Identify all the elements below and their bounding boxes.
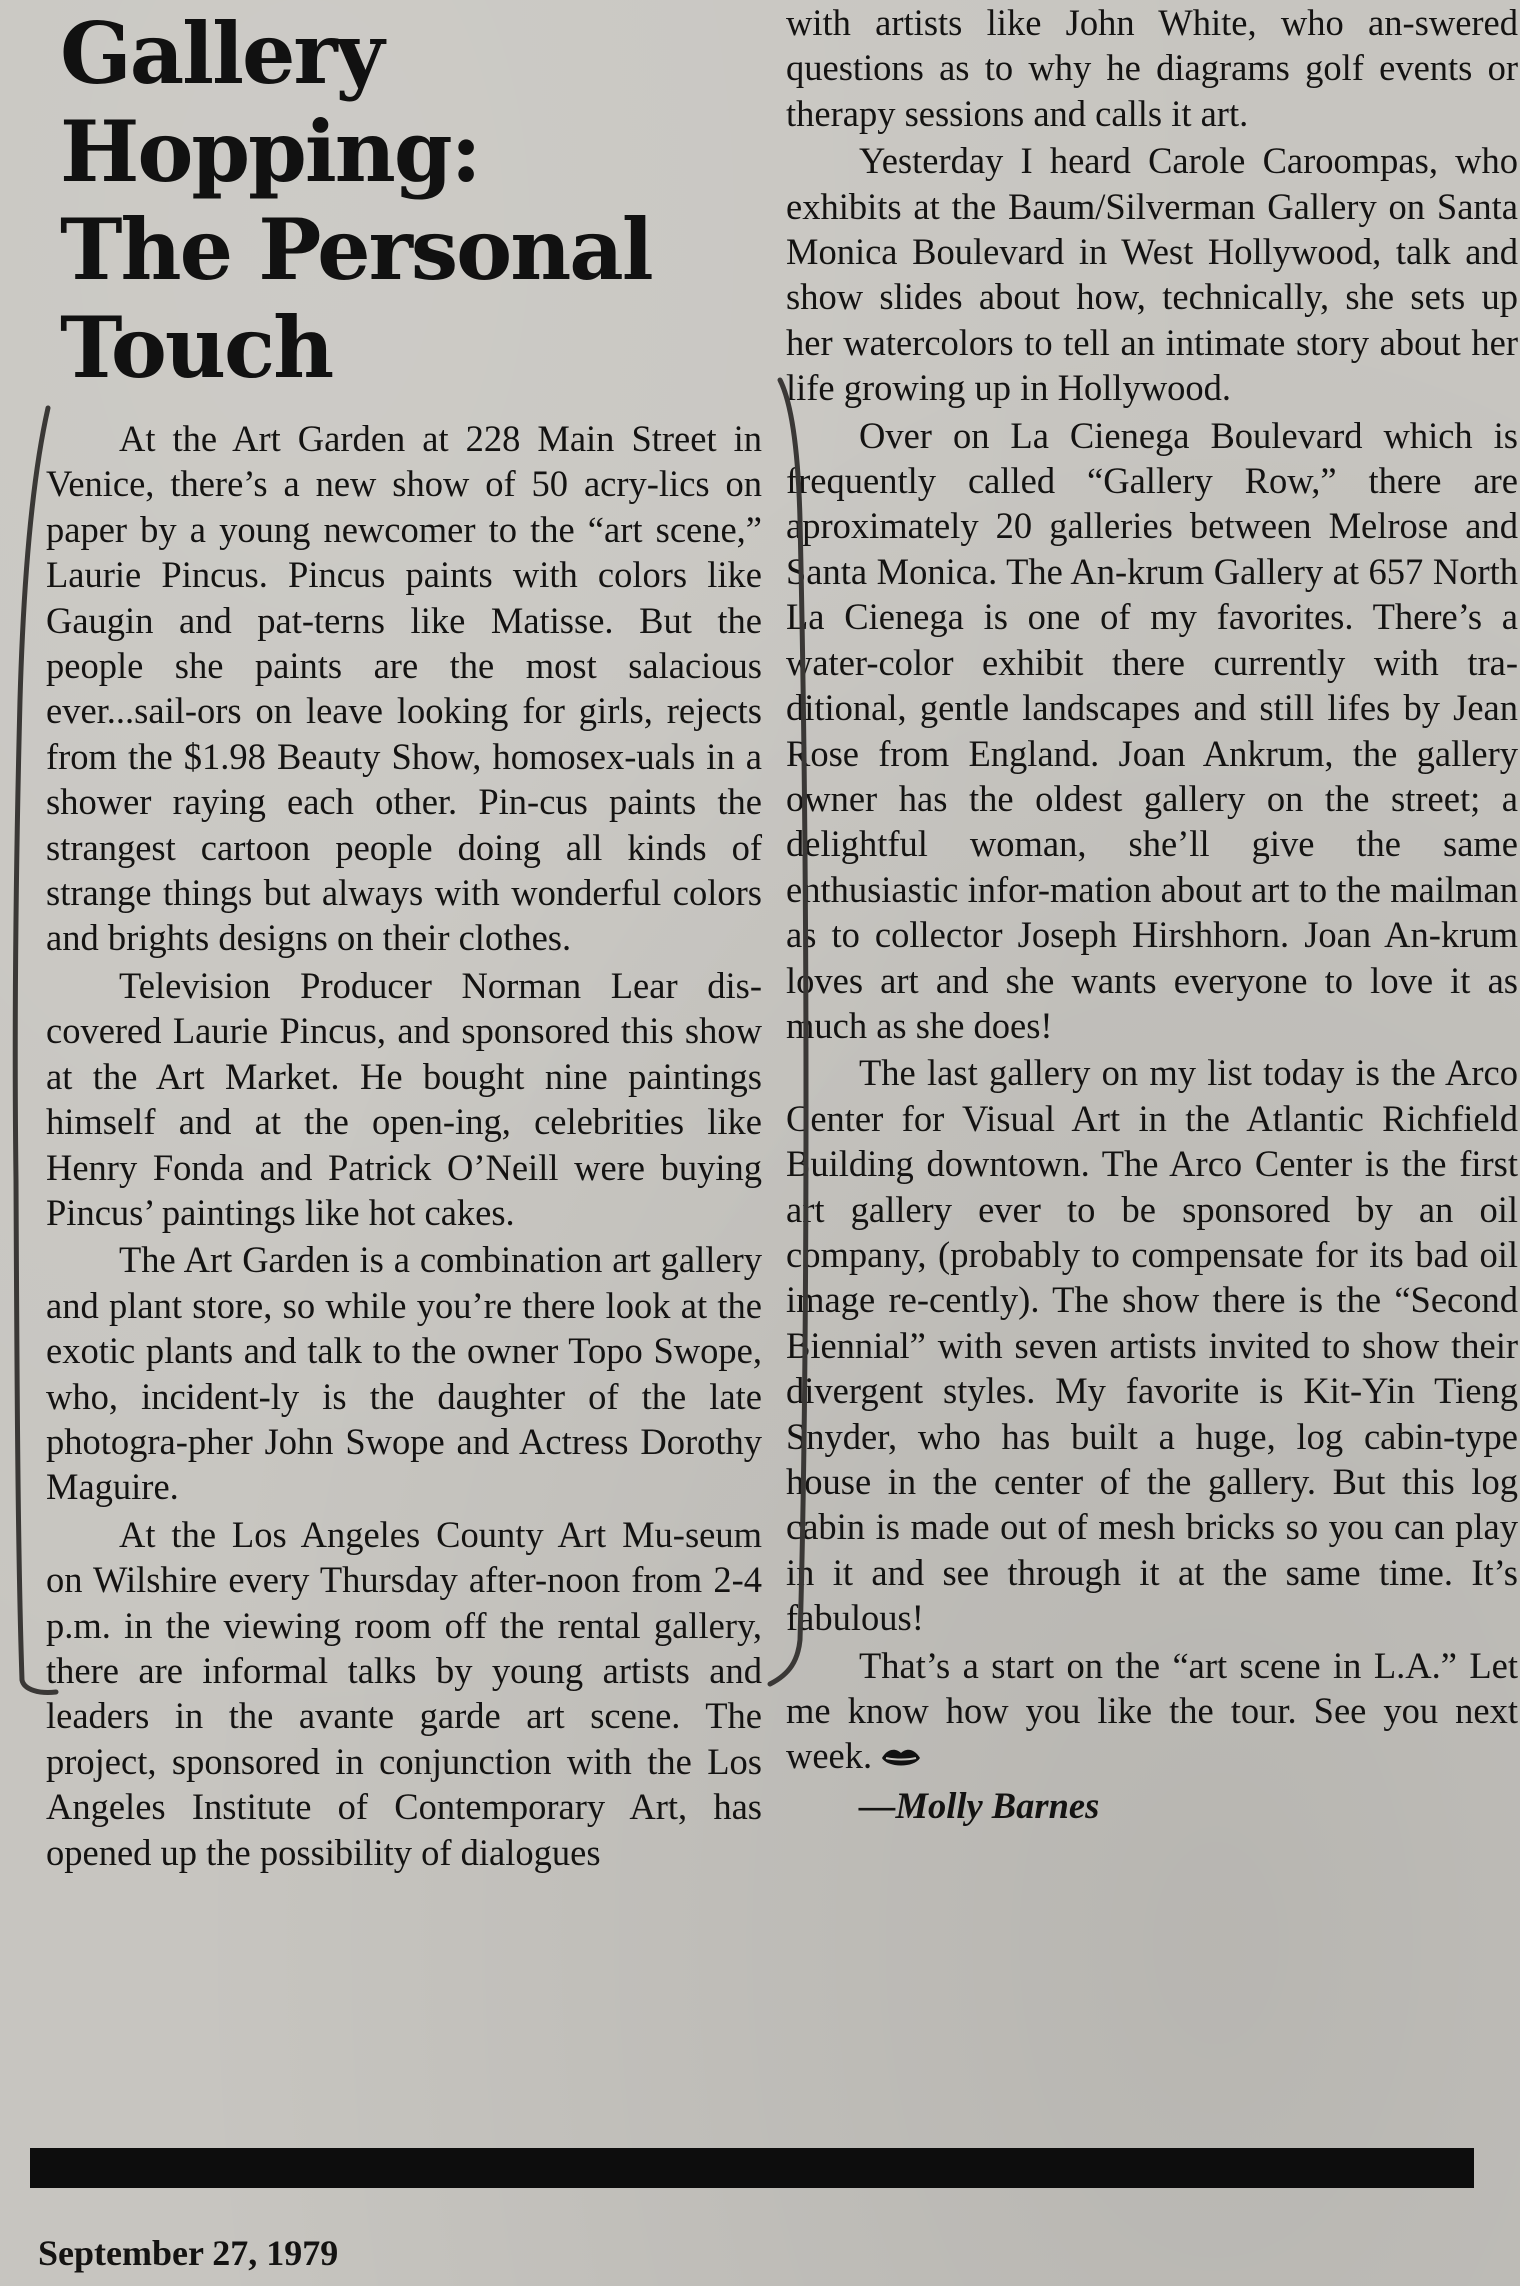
closing-text: That’s a start on the “art scene in L.A.” Let me know how you like the tour. See you next week. — [786, 1644, 1518, 1777]
paragraph-continuation: with artists like John White, who an-swered questions as to why he diagrams golf events or therapy sessions and calls it art. — [786, 2, 1518, 134]
paragraph-la-cienega: Over on La Cienega Boulevard which is frequently called “Gallery Row,” there are aproximately 20 galleries between Melrose and Santa Monica. The An-krum Gallery at 657 North La Cienega is one of my favorites. There’s a water-color exhibit there currently with tra-ditional, gentle landscapes and still lifes by Jean Rose from England. Joan Ankrum, the gallery owner has the oldest gallery on the street; a delightful woman, she’ll give the same enthusiastic infor-mation about art to the mailman as to collector Joseph Hirshhorn. Joan An-krum loves art and she wants everyone to love it as much as she does! — [786, 414, 1518, 1046]
paragraph-lacma-talks: At the Los Angeles County Art Mu-seum on Wilshire every Thursday after-noon from 2-4 p.m. in the viewing room off the rental gallery, there are informal talks by young artists and leaders in the avante garde art scene. The project, sponsored in conjunction with the Los Angeles Institute of Contemporary Art, has opened up the possibility of dialogues — [46, 1513, 762, 1873]
paragraph-arco-center: The last gallery on my list today is the Arco Center for Visual Art in the Atlantic Richfield Building downtown. The Arco Center is the first art gallery ever to be sponsored by an oil company, (probably to compensate for its bad oil image re-cently). The show there is the “Second Biennial” with seven artists invited to show their divergent styles. My favorite is Kit-Yin Tieng Snyder, who has built a huge, log cabin-type house in the center of the gallery. But this log cabin is made out of mesh bricks so you can play in it and see through it at the same time. It’s fabulous! — [786, 1052, 1518, 1639]
pencil-bracket-left — [15, 408, 56, 1693]
headline-line-4: Touch — [60, 298, 333, 397]
footer-rule — [30, 2148, 1474, 2188]
headline-line-1: Gallery — [60, 4, 383, 103]
paragraph-norman-lear: Television Producer Norman Lear dis-covered Laurie Pincus, and sponsored this show at the Art Market. He bought nine paintings himself and at the open-ing, celebrities like Henry Fonda and Patrick O’Neill were buying Pincus’ paintings like hot cakes. — [46, 964, 762, 1233]
headline-line-3: The Personal — [60, 200, 652, 299]
pencil-bracket-right — [770, 380, 806, 1684]
paragraph-art-garden: At the Art Garden at 228 Main Street in Venice, there’s a new show of 50 acry-lics on paper by a young newcomer to the “art scene,” Laurie Pincus. Pincus paints with colors like Gaugin and pat-terns like Matisse. But the people she paints are the most salacious ever...sail-ors on leave looking for girls, rejects from the $1.98 Beauty Show, homosex-uals in a shower raying each other. Pin-cus paints the strangest cartoon people doing all kinds of strange things but always with wonderful colors and brights designs on their clothes. — [46, 418, 762, 959]
dateline: September 27, 1979 — [38, 2233, 339, 2273]
paragraph-plant-store: The Art Garden is a combination art gallery and plant store, so while you’re there look at the exotic plants and talk to the owner Topo Swope, who, incident-ly is the daughter of the late photogra-pher John Swope and Actress Dorothy Maguire. — [46, 1239, 762, 1508]
paragraph-caroompas: Yesterday I heard Carole Caroompas, who exhibits at the Baum/Silverman Gallery on Santa Monica Boulevard in West Hollywood, talk and show slides about how, technically, she sets up her watercolors to tell an intimate story about her life growing up in Hollywood. — [786, 140, 1518, 409]
byline-signature: —Molly Barnes — [859, 1784, 1100, 1826]
headline-line-2: Hopping: — [60, 102, 480, 201]
